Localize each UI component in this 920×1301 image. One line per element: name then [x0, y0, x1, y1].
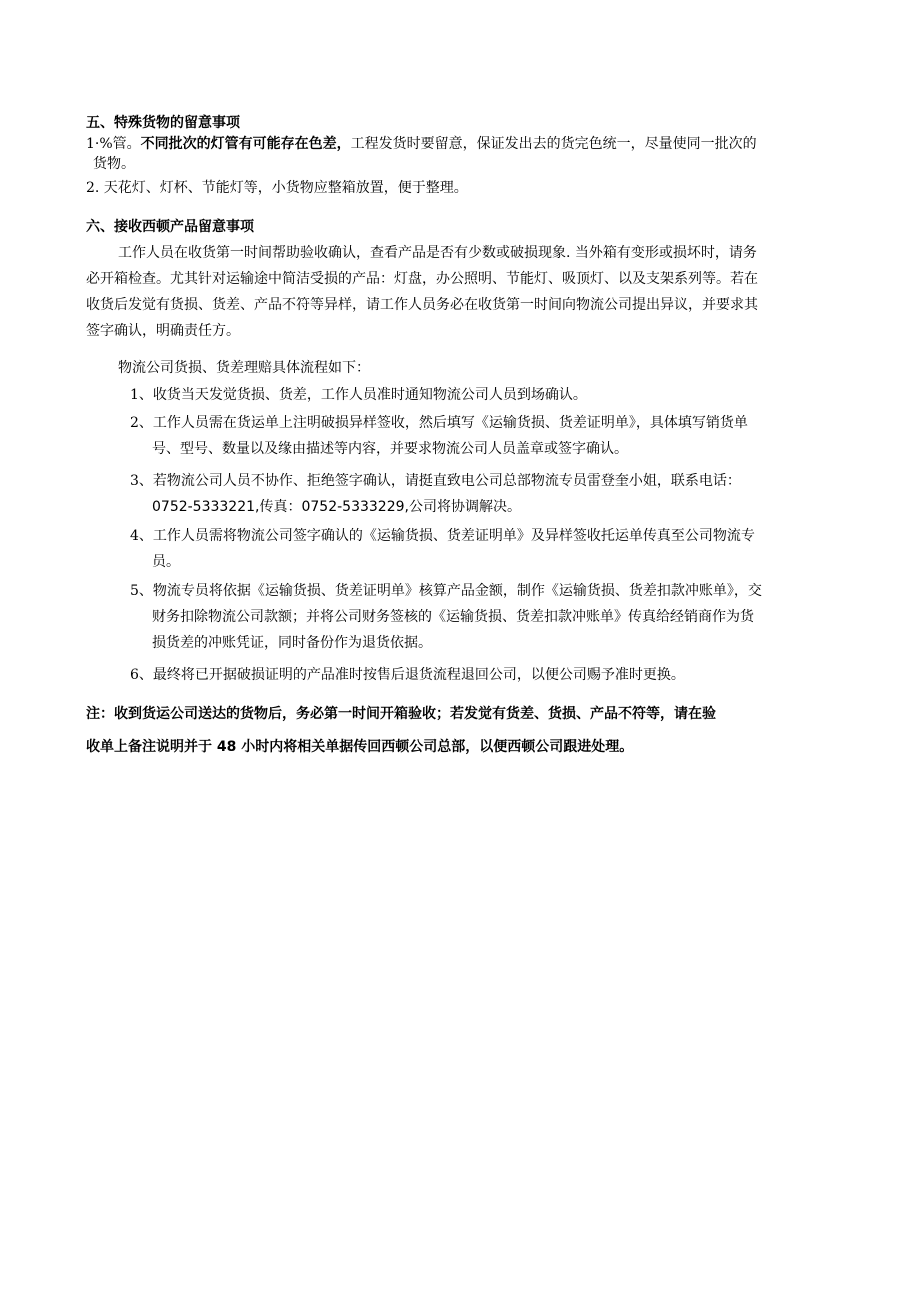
- section-5-heading: 五、特殊货物的留意事项: [86, 115, 240, 131]
- step-text: 工作人员需在货运单上注明破损异样签收，然后填写《运输货损、货差证明单》，具体填写销货单: [152, 415, 748, 431]
- section-5: [86, 113, 826, 199]
- step-number: 1、: [130, 387, 153, 403]
- step-text: 若物流公司人员不协作、拒绝签字确认，请挺直致电公司总部物流专员雷登奎小姐，联系电话：: [152, 473, 741, 489]
- paragraph-line: 必开箱检查。尤其针对运输途中简洁受损的产品：灯盘，办公照明、节能灯、吸顶灯、以及支架系列等。若在: [86, 271, 758, 287]
- flow-step-1: [130, 382, 830, 408]
- item-1-rest: 工程发货时要留意，保证发出去的货完色统一，尽量使同一批次的: [350, 136, 757, 152]
- step-text: 员。: [152, 554, 180, 570]
- step-text: 最终将已开据破损证明的产品准时按售后退货流程退回公司，以便公司赐予准时更换。: [152, 667, 685, 683]
- step-number: 4、: [130, 528, 153, 544]
- step-text: 工作人员需将物流公司签字确认的《运输货损、货差证明单》及异样签收托运单传真至公司物流专: [152, 528, 755, 544]
- paragraph-line: 签字确认，明确责任方。: [86, 323, 240, 339]
- step-number: 6、: [130, 667, 153, 683]
- step-number: 5、: [130, 583, 153, 599]
- step-text: 损货差的冲账凭证，同时备份作为退货依据。: [152, 635, 432, 651]
- flow-intro: 物流公司货损、货差理赔具体流程如下：: [118, 360, 370, 376]
- section-5-item-1: [86, 133, 826, 155]
- section-6-heading: 六、接收西顿产品留意事项: [86, 219, 254, 235]
- item-1-bold-text: 不同批次的灯管有可能存在色差，: [140, 136, 351, 152]
- note-line-2: 收单上备注说明并于 48 小时内将相关单据传回西顿公司总部，以便西顿公司跟进处理。: [86, 739, 634, 755]
- step-text: 0752-5333221,传真：0752-5333229,公司将协调解决。: [152, 499, 521, 515]
- step-number: 2、: [130, 415, 153, 431]
- paragraph-line: 收货后发觉有货损、货差、产品不符等异样，请工作人员务必在收货第一时间向物流公司提出异议，并要求其: [86, 297, 758, 313]
- step-text: 财务扣除物流公司款额；并将公司财务签核的《运输货损、货差扣款冲账单》传真给经销商作为货: [152, 609, 754, 625]
- paragraph-line: 工作人员在收货第一时间帮助验收确认，查看产品是否有少数或破损现象. 当外箱有变形或损坏时，请务: [118, 245, 757, 261]
- step-text: 收货当天发觉货损、货差，工作人员准时通知物流公司人员到场确认。: [152, 387, 587, 403]
- step-number: 3、: [130, 473, 153, 489]
- flow-step-4: [130, 523, 830, 575]
- section-6-paragraph: [86, 240, 831, 344]
- step-text: 号、型号、数量以及缘由描述等内容，并要求物流公司人员盖章或签字确认。: [152, 441, 628, 457]
- section-5-item-1-continuation: 货物。: [93, 156, 135, 172]
- step-text: 物流专员将依据《运输货损、货差证明单》核算产品金额，制作《运输货损、货差扣款冲账单》，交: [152, 583, 762, 599]
- note-line-1: 注：收到货运公司送达的货物后，务必第一时间开箱验收；若发觉有货差、货损、产品不符等，请在验: [86, 706, 716, 722]
- flow-step-5: [130, 578, 830, 656]
- item-1-prefix: 1·%管。: [86, 136, 141, 152]
- section-5-item-2: 2. 天花灯、灯杯、节能灯等，小货物应整箱放置，便于整理。: [86, 180, 468, 196]
- flow-step-2: [130, 410, 830, 462]
- flow-step-6: [130, 662, 830, 688]
- flow-step-3: [130, 468, 830, 520]
